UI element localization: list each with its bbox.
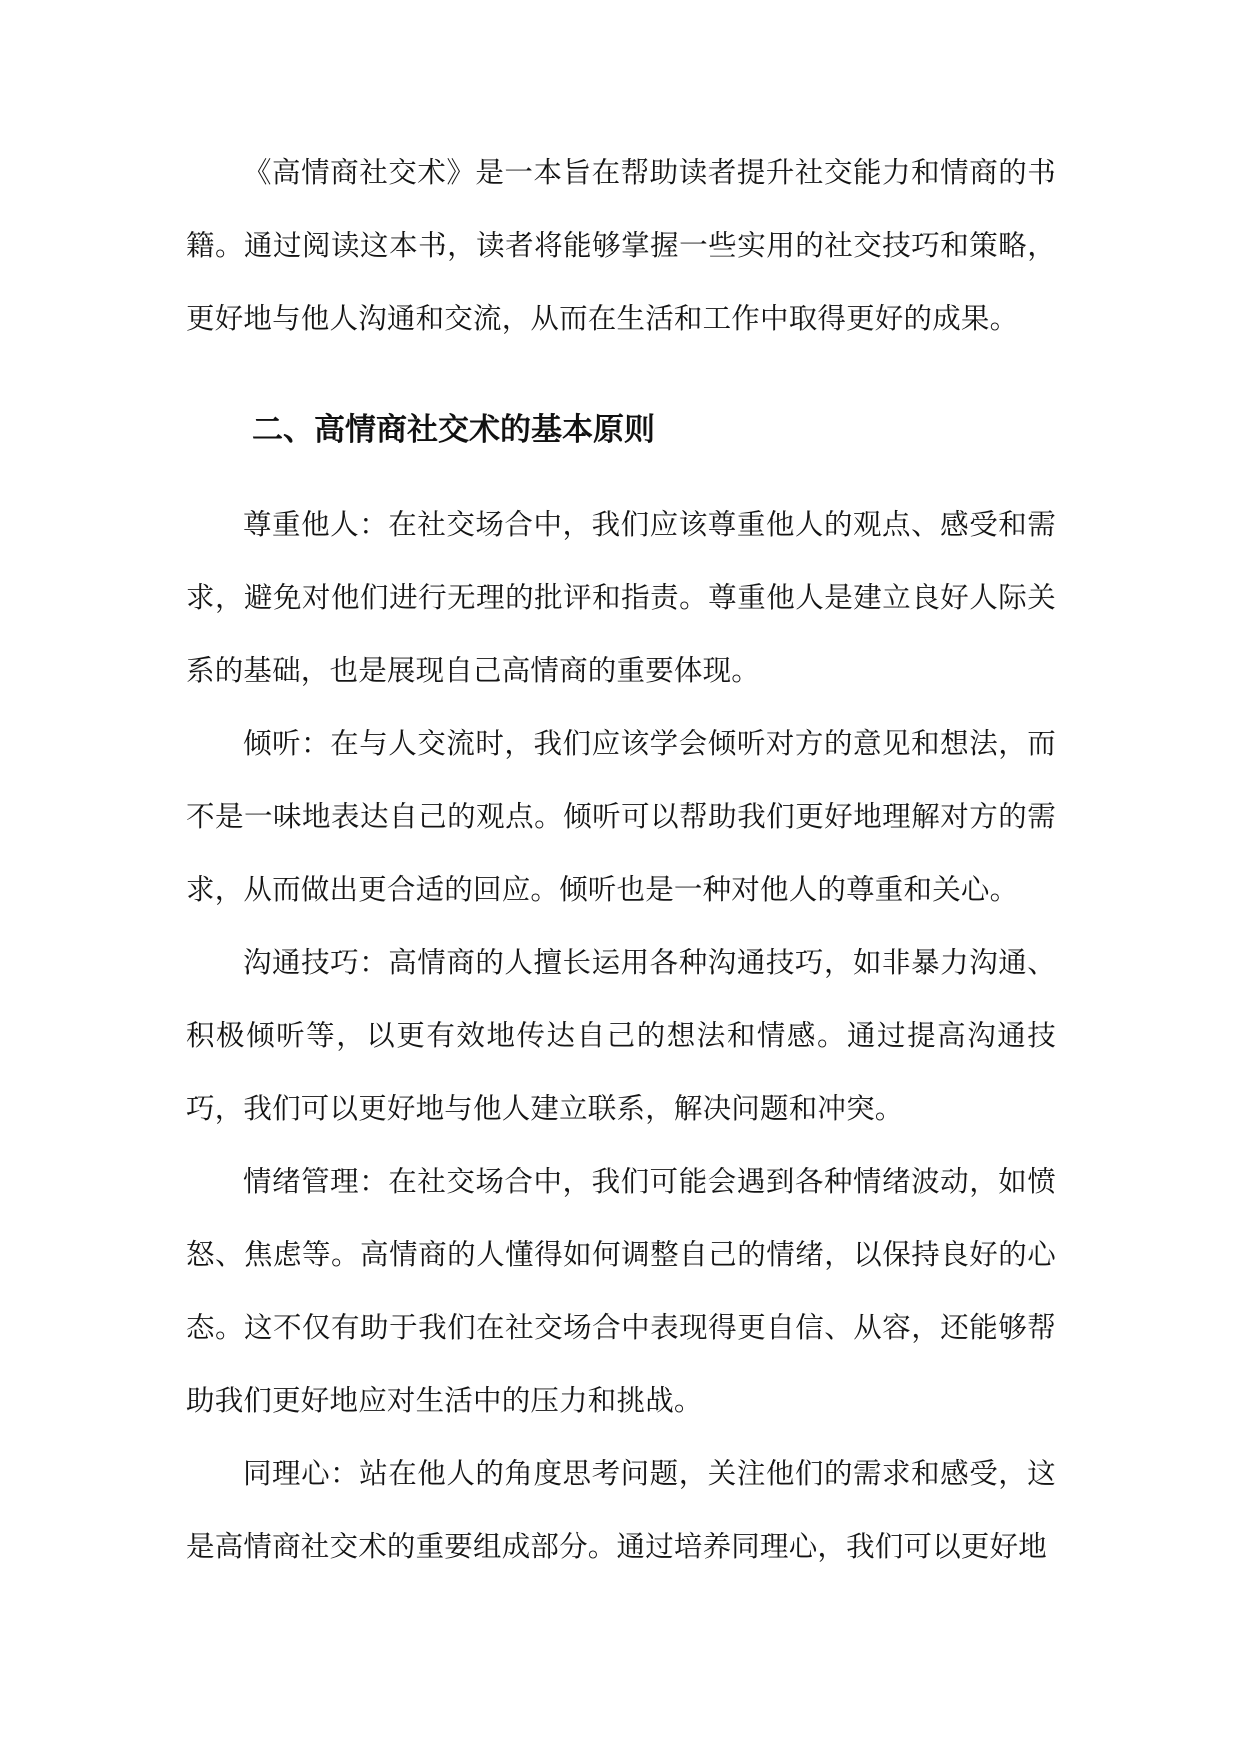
paragraph-respect: 尊重他人：在社交场合中，我们应该尊重他人的观点、感受和需求，避免对他们进行无理的批评和指责。尊重他人是建立良好人际关系的基础，也是展现自己高情商的重要体现。 xyxy=(186,508,1056,687)
paragraph-empathy: 同理心：站在他人的角度思考问题，关注他们的需求和感受，这是高情商社交术的重要组成部分。通过培养同理心，我们可以更好地 xyxy=(186,1457,1056,1563)
paragraph-emotion: 情绪管理：在社交场合中，我们可能会遇到各种情绪波动，如愤怒、焦虑等。高情商的人懂得如何调整自己的情绪，以保持良好的心态。这不仅有助于我们在社交场合中表现得更自信、从容，还能够帮助我们更好地应对生活中的压力和挑战。 xyxy=(186,1165,1056,1417)
paragraph-communication: 沟通技巧：高情商的人擅长运用各种沟通技巧，如非暴力沟通、积极倾听等，以更有效地传达自己的想法和情感。通过提高沟通技巧，我们可以更好地与他人建立联系，解决问题和冲突。 xyxy=(186,946,1056,1125)
paragraph-listening: 倾听：在与人交流时，我们应该学会倾听对方的意见和想法，而不是一味地表达自己的观点。倾听可以帮助我们更好地理解对方的需求，从而做出更合适的回应。倾听也是一种对他人的尊重和关心。 xyxy=(186,727,1056,906)
section-heading: 二、高情商社交术的基本原则 xyxy=(252,412,655,448)
intro-paragraph: 《高情商社交术》是一本旨在帮助读者提升社交能力和情商的书籍。通过阅读这本书，读者将能够掌握一些实用的社交技巧和策略，更好地与他人沟通和交流，从而在生活和工作中取得更好的成果。 xyxy=(186,156,1056,335)
